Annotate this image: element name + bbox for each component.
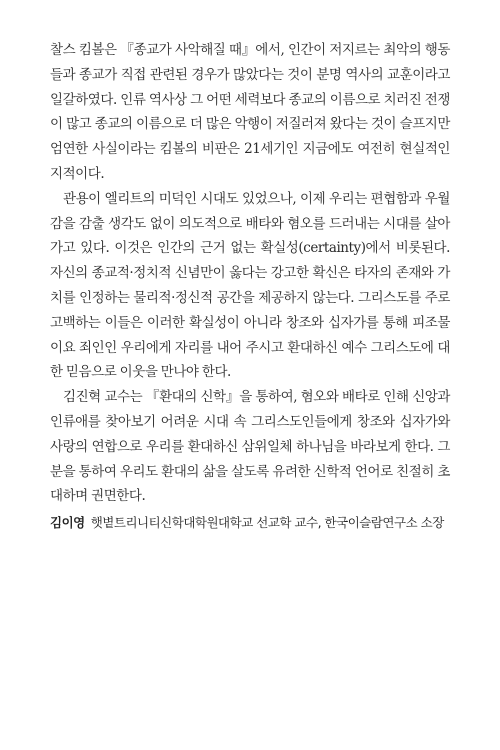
paragraph-3: 김진혁 교수는 『환대의 신학』을 통하여, 혐오와 배타로 인해 신앙과 인류애를 찾아보기 어려운 시대 속 그리스도인들에게 창조와 십자가와 사랑의 연합으로 우리를 환대하신 삼위일체 하나님을 바라보게 한다. 그분을 통하여 우리도 환대의 삶을 살도록 유려한 신학적 언어로 친절히 초대하며 권면한다. — [50, 389, 450, 505]
author-name: 김이영 — [50, 515, 85, 531]
paragraph-1: 찰스 킴볼은 『종교가 사악해질 때』에서, 인간이 저지르는 최악의 행동들과 종교가 직접 관련된 경우가 많았다는 것이 분명 역사의 교훈이라고 일갈하였다. 인류 역사상 그 어떤 세력보다 종교의 이름으로 치러진 전쟁이 많고 종교의 이름으로 더 많은 악행이 저질러져 왔다는 것이 슬프지만 엄연한 사실이라는 킴볼의 비판은 21세기인 지금에도 여전히 현실적인 지적이다. — [50, 42, 450, 182]
author-affiliation: 햇볕트리니티신학대학원대학교 선교학 교수, 한국이슬람연구소 소장 — [90, 515, 444, 531]
paragraph-2: 관용이 엘리트의 미덕인 시대도 있었으나, 이제 우리는 편협함과 우월감을 감출 생각도 없이 의도적으로 배타와 혐오를 드러내는 시대를 살아가고 있다. 이것은 인간의 근거 없는 확실성(certainty)에서 비롯된다. 자신의 종교적·정치적 신념만이 옳다는 강고한 확신은 타자의 존재와 가치를 인정하는 물리적·정신적 공간을 제공하지 않는다. 그리스도를 주로 고백하는 이들은 이러한 확실성이 아니라 창조와 십자가를 통해 피조물이요 죄인인 우리에게 자리를 내어 주시고 환대하신 예수 그리스도에 대한 믿음으로 이웃을 만나야 한다. — [50, 190, 450, 381]
author-signature — [50, 512, 450, 534]
endorsement-text — [50, 38, 450, 534]
